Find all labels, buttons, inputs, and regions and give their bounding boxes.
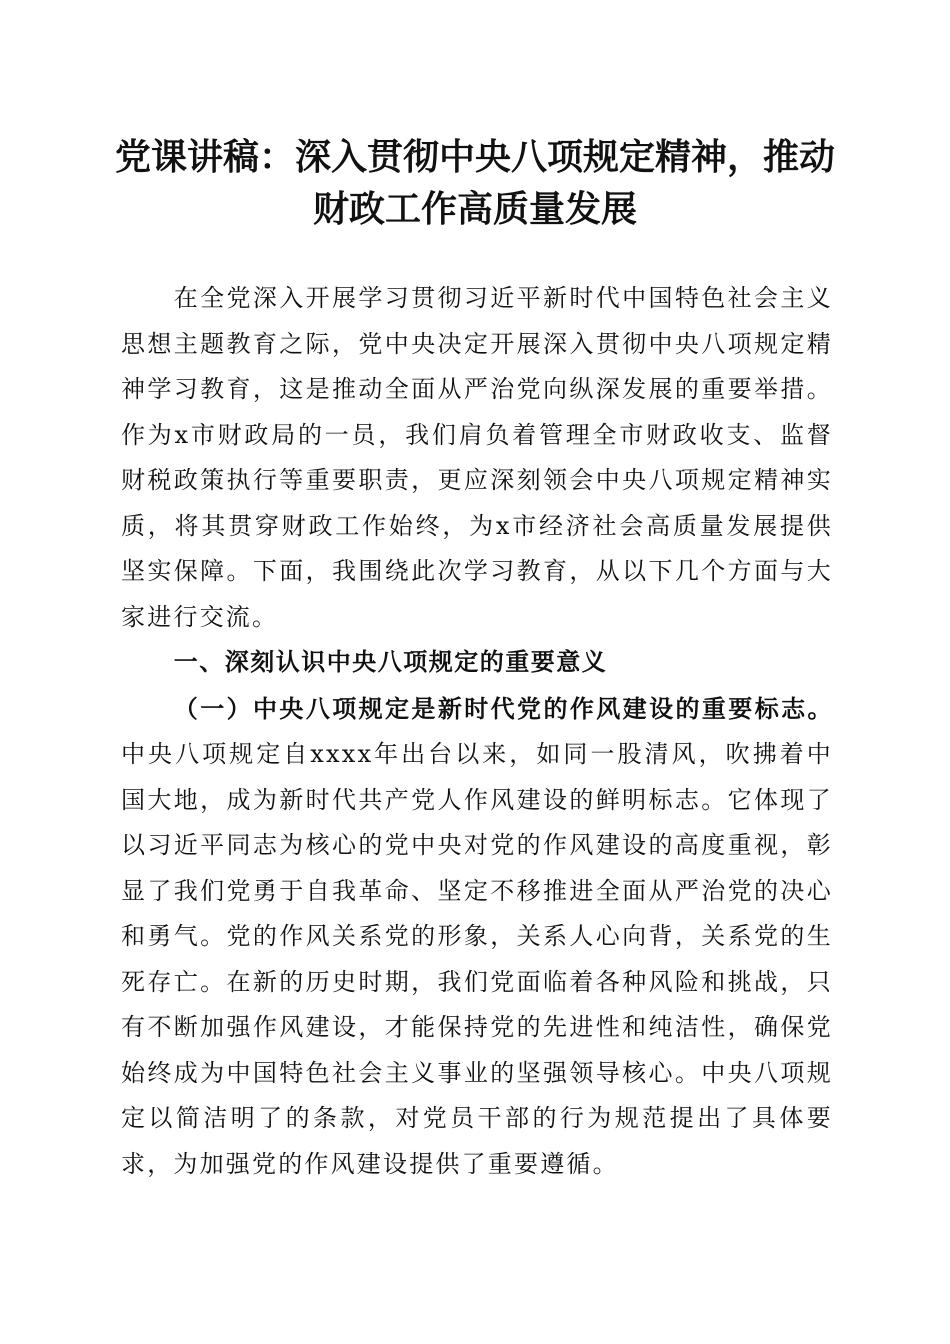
subsection-heading: （一）中央八项规定是新时代党的作风建设的重要标志。 (173, 693, 833, 723)
intro-paragraph: 在全党深入开展学习贯彻习近平新时代中国特色社会主义思想主题教育之际，党中央决定开展深入贯彻中央八项规定精神学习教育，这是推动全面从严治党向纵深发展的重要举措。作为x市财政局的一员，我们肩负着管理全市财政收支、监督财税政策执行等重要职责，更应深刻领会中央八项规定精神实质，将其贯穿财政工作始终，为x市经济社会高质量发展提供坚实保障。下面，我围绕此次学习教育，从以下几个方面与大家进行交流。 (121, 284, 833, 631)
section-heading: 一、深刻认识中央八项规定的重要意义 (173, 648, 608, 676)
document-title (110, 132, 840, 236)
document-body (121, 276, 833, 1187)
title-line-1: 党课讲稿：深入贯彻中央八项规定精神，推动 (114, 137, 835, 178)
subsection-paragraph (121, 686, 833, 1188)
title-line-2: 财政工作高质量发展 (312, 189, 637, 230)
subsection-body: 中央八项规定自xxxx年出台以来，如同一股清风，吹拂着中国大地，成为新时代共产党人作风建设的鲜明标志。它体现了以习近平同志为核心的党中央对党的作风建设的高度重视，彰显了我们党勇于自我革命、坚定不移推进全面从严治党的决心和勇气。党的作风关系党的形象，关系人心向背，关系党的生死存亡。在新的历史时期，我们党面临着各种风险和挑战，只有不断加强作风建设，才能保持党的先进性和纯洁性，确保党始终成为中国特色社会主义事业的坚强领导核心。中央八项规定以简洁明了的条款，对党员干部的行为规范提出了具体要求，为加强党的作风建设提供了重要遵循。 (121, 740, 833, 1178)
